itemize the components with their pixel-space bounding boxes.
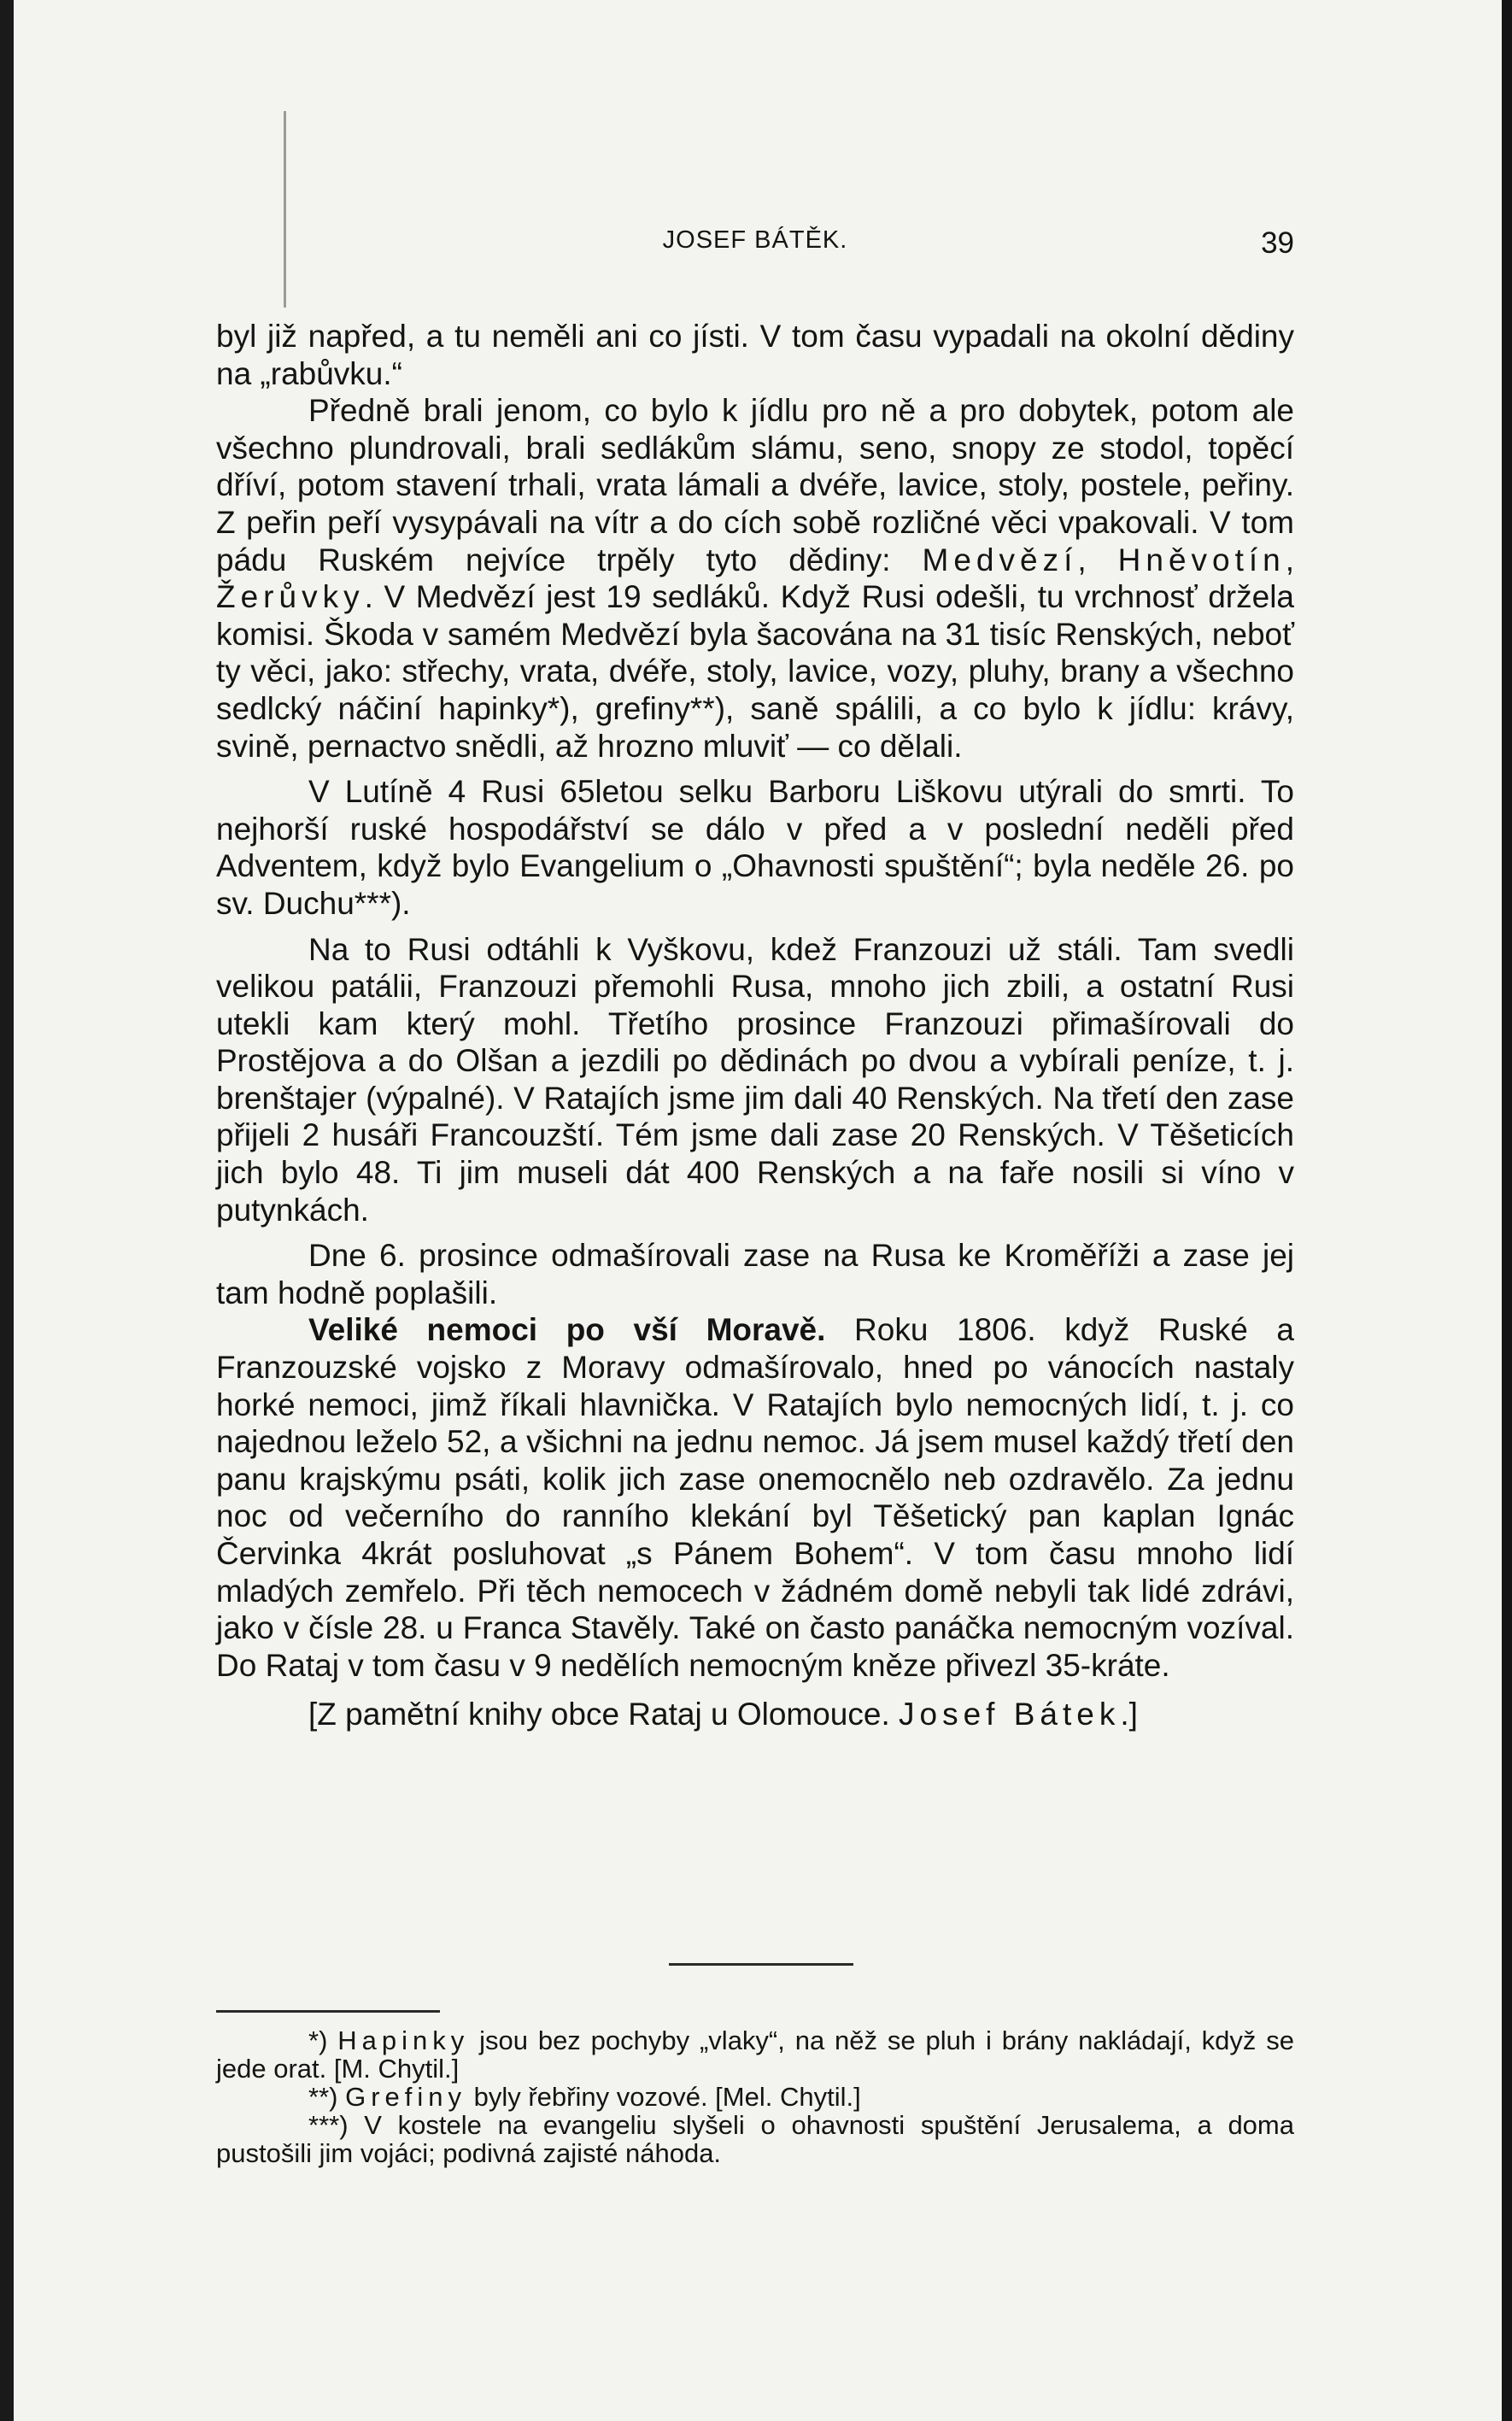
place-medvezi: Medvězí bbox=[922, 542, 1078, 577]
scan-left-edge bbox=[0, 0, 14, 2421]
paragraph-6-text: Roku 1806. když Ruské a Franzouzské vojsko z Moravy odmašírovalo, hned po vánocích nastaly horké nemoci, jimž říkali hlavnička. V Ratajích bylo nemocných lidí, t. j. co najednou leželo 52, a všichni na jednu nemoc. Já jsem musel každý třetí den panu krajskýmu psáti, kolik jich zase onemocnělo neb ozdravělo. Za jednu noc od večerního do ranního klekání byl Těšetický pan kaplan Ignác Červinka 4krát posluhovat „s Pánem Bohem“. V tom času mnoho lidí mladých zemřelo. Při těch nemocech v žádném domě nebyli tak lidé zdrávi, jako v čísle 28. u Franca Stavěly. Také on často panáčka nemocným vozíval. Do Rataj v tom času v 9 nedělích nemocným kněze přivezl 35-kráte. bbox=[216, 1312, 1294, 1683]
footnote-text: byly řebřiny vozové. [Mel. Chytil.] bbox=[466, 2082, 861, 2112]
scan-right-edge bbox=[1502, 0, 1512, 2421]
footnote-text: jsou bez pochyby „vlaky“, na něž se pluh i brány nakládají, když se jede orat. [M. Chytil.] bbox=[216, 2025, 1294, 2084]
paragraph-2-start: Předně brali jenom, co bylo k jídlu pro ně a pro dobytek, potom ale všechno plundrovali, brali sedlákům slámu, seno, snopy ze stodol, topěcí dříví, potom stavení trhali, vrata lámali a dvéře, lavice, stoly, postele, peřiny. Z peřin peří vysypávali na vítr a do cích sobě rozličné věci vpakovali. V tom pádu Ruském nejvíce trpěly tyto dědiny: bbox=[216, 393, 1294, 577]
paragraph-6 bbox=[216, 1311, 1294, 1684]
source-author: Josef Bátek bbox=[899, 1697, 1121, 1732]
separator: , bbox=[1285, 542, 1295, 577]
footnote-mark: ***) bbox=[308, 2110, 365, 2140]
page-header bbox=[216, 226, 1294, 269]
place-hnevotin: Hněvotín bbox=[1117, 542, 1286, 577]
paragraph-4: Na to Rusi odtáhli k Vyškovu, kdež Franzouzi už stáli. Tam svedli velikou patálii, Franzouzi přemohli Rusa, mnoho jich zbili, a ostatní Rusi utekli kam který mohl. Třetího prosince Franzouzi přimašírovali do Prostějova a do Olšan a jezdili po dědinách po dvou a vybírali peníze, t. j. brenštajer (výpalné). V Ratajích jsme jim dali 40 Renských. Na třetí den zase přijeli 2 husáři Francouzští. Tém jsme dali zase 20 Renských. V Těšeticích jich bylo 48. Ti jim museli dát 400 Renských a na faře nosili si víno v putynkách. bbox=[216, 931, 1294, 1228]
source-citation bbox=[216, 1696, 1294, 1733]
section-heading: Veliké nemoci po vší Moravě. bbox=[308, 1312, 826, 1348]
separator: , bbox=[1077, 542, 1118, 577]
footnote-3 bbox=[216, 2111, 1294, 2167]
section-divider bbox=[669, 1963, 853, 1966]
footnote-1 bbox=[216, 2026, 1294, 2083]
paragraph-1: byl již napřed, a tu neměli ani co jísti. V tom času vypadali na okolní dědiny na „rabůvku.“ bbox=[216, 319, 1294, 391]
footnotes bbox=[216, 2026, 1294, 2167]
footnote-term: Grefiny bbox=[345, 2082, 466, 2112]
paragraph-5: Dne 6. prosince odmašírovali zase na Rusa ke Kroměříži a zase jej tam hodně poplašili. bbox=[216, 1238, 1294, 1310]
paragraph-2-end: . V Medvězí jest 19 sedláků. Když Rusi odešli, tu vrchnosť držela komisi. Škoda v samém Medvězí byla šacována na 31 tisíc Renských, neboť ty věci, jako: střechy, vrata, dvéře, stoly, lavice, vozy, pluhy, brany a všechno sedlcký náčiní hapinky*), grefiny**), saně spálili, a co bylo k jídlu: krávy, svině, pernactvo snědli, až hrozno mluviť — co dělali. bbox=[216, 579, 1294, 764]
page-number: 39 bbox=[1261, 226, 1294, 260]
footnote-mark: **) bbox=[308, 2082, 346, 2112]
scan-fold-mark bbox=[284, 111, 286, 308]
source-close: .] bbox=[1120, 1697, 1138, 1732]
paragraph-2 bbox=[216, 392, 1294, 765]
footnote-rule bbox=[216, 2010, 440, 2013]
footnote-mark: *) bbox=[308, 2025, 338, 2055]
main-text bbox=[216, 318, 1294, 1733]
running-head: JOSEF BÁTĚK. bbox=[662, 226, 848, 254]
place-zeruvky: Žerůvky bbox=[216, 579, 365, 615]
footnote-2 bbox=[216, 2083, 1294, 2111]
source-text: [Z pamětní knihy obce Rataj u Olomouce. bbox=[308, 1697, 900, 1732]
paragraph-3: V Lutíně 4 Rusi 65letou selku Barboru Liškovu utýrali do smrti. To nejhorší ruské hospodářství se dálo v před a v poslední neděli před Adventem, když bylo Evangelium o „Ohavnosti spuštění“; byla neděle 26. po sv. Duchu***). bbox=[216, 774, 1294, 921]
footnote-text: V kostele na evangeliu slyšeli o ohavnosti spuštění Jerusalema, a doma pustošili jim vojáci; podivná zajisté náhoda. bbox=[216, 2110, 1294, 2168]
footnote-term: Hapinky bbox=[337, 2025, 470, 2055]
